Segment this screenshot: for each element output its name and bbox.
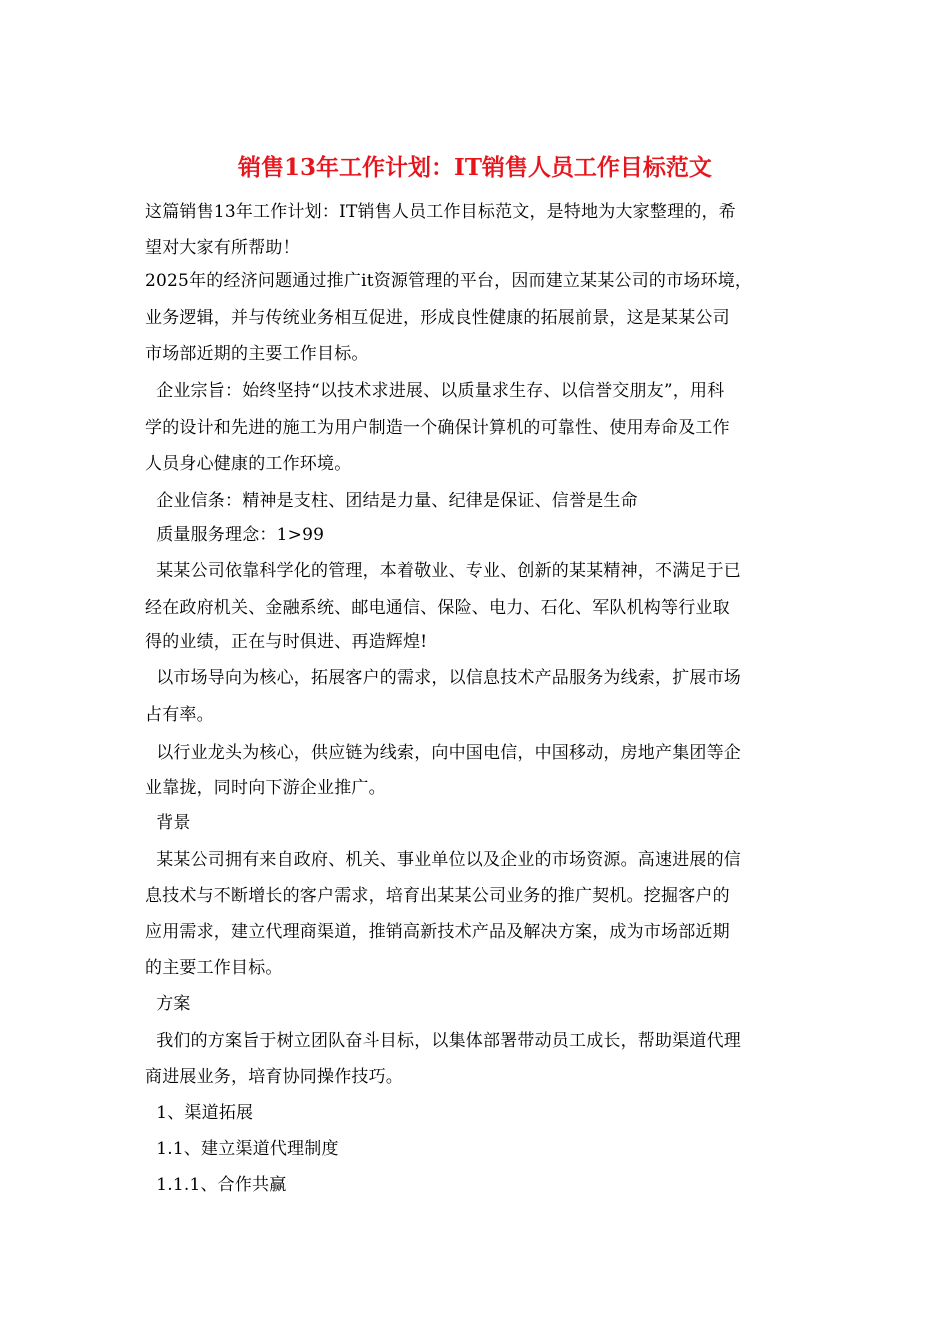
body-line: 息技术与不断增长的客户需求，培育出某某公司业务的推广契机。挖掘客户的	[145, 886, 730, 906]
body-line: 方案	[145, 994, 191, 1014]
body-line: 背景	[145, 813, 191, 833]
body-line: 以市场导向为核心，拓展客户的需求，以信息技术产品服务为线索，扩展市场	[145, 668, 742, 688]
body-line: 学的设计和先进的施工为用户制造一个确保计算机的可靠性、使用寿命及工作	[145, 418, 730, 438]
body-line: 望对大家有所帮助！	[145, 238, 300, 258]
body-line: 企业信条：精神是支柱、团结是力量、纪律是保证、信誉是生命	[145, 491, 638, 511]
body-line: 1.1、建立渠道代理制度	[145, 1139, 339, 1159]
document-title: 销售13年工作计划：IT销售人员工作目标范文	[238, 154, 712, 181]
body-line: 质量服务理念：1>99	[145, 525, 325, 545]
body-line: 我们的方案旨于树立团队奋斗目标，以集体部署带动员工成长，帮助渠道代理	[145, 1031, 742, 1051]
body-line: 以行业龙头为核心，供应链为线索，向中国电信，中国移动，房地产集团等企	[145, 743, 742, 763]
body-line: 某某公司依靠科学化的管理，本着敬业、专业、创新的某某精神，不满足于已	[145, 561, 742, 581]
body-line: 业务逻辑，并与传统业务相互促进，形成良性健康的拓展前景，这是某某公司	[145, 308, 730, 328]
body-line: 市场部近期的主要工作目标。	[145, 344, 369, 364]
body-line: 企业宗旨：始终坚持“以技术求进展、以质量求生存、以信誉交朋友”，用科	[145, 381, 725, 401]
body-line: 的主要工作目标。	[145, 958, 283, 978]
body-line: 商进展业务，培育协同操作技巧。	[145, 1067, 403, 1087]
body-line: 1、渠道拓展	[145, 1103, 254, 1123]
body-line: 2025年的经济问题通过推广it资源管理的平台，因而建立某某公司的市场环境，	[145, 271, 753, 291]
body-line: 人员身心健康的工作环境。	[145, 454, 352, 474]
body-line: 1.1.1、合作共赢	[145, 1175, 287, 1195]
body-line: 应用需求，建立代理商渠道，推销高新技术产品及解决方案，成为市场部近期	[145, 922, 730, 942]
body-line: 业靠拢，同时向下游企业推广。	[145, 778, 386, 798]
body-line: 这篇销售13年工作计划：IT销售人员工作目标范文，是特地为大家整理的，希	[145, 202, 736, 222]
body-line: 得的业绩，正在与时俱进、再造辉煌!	[145, 632, 428, 652]
body-line: 经在政府机关、金融系统、邮电通信、保险、电力、石化、军队机构等行业取	[145, 598, 730, 618]
body-line: 占有率。	[145, 705, 214, 725]
body-line: 某某公司拥有来自政府、机关、事业单位以及企业的市场资源。高速进展的信	[145, 850, 742, 870]
